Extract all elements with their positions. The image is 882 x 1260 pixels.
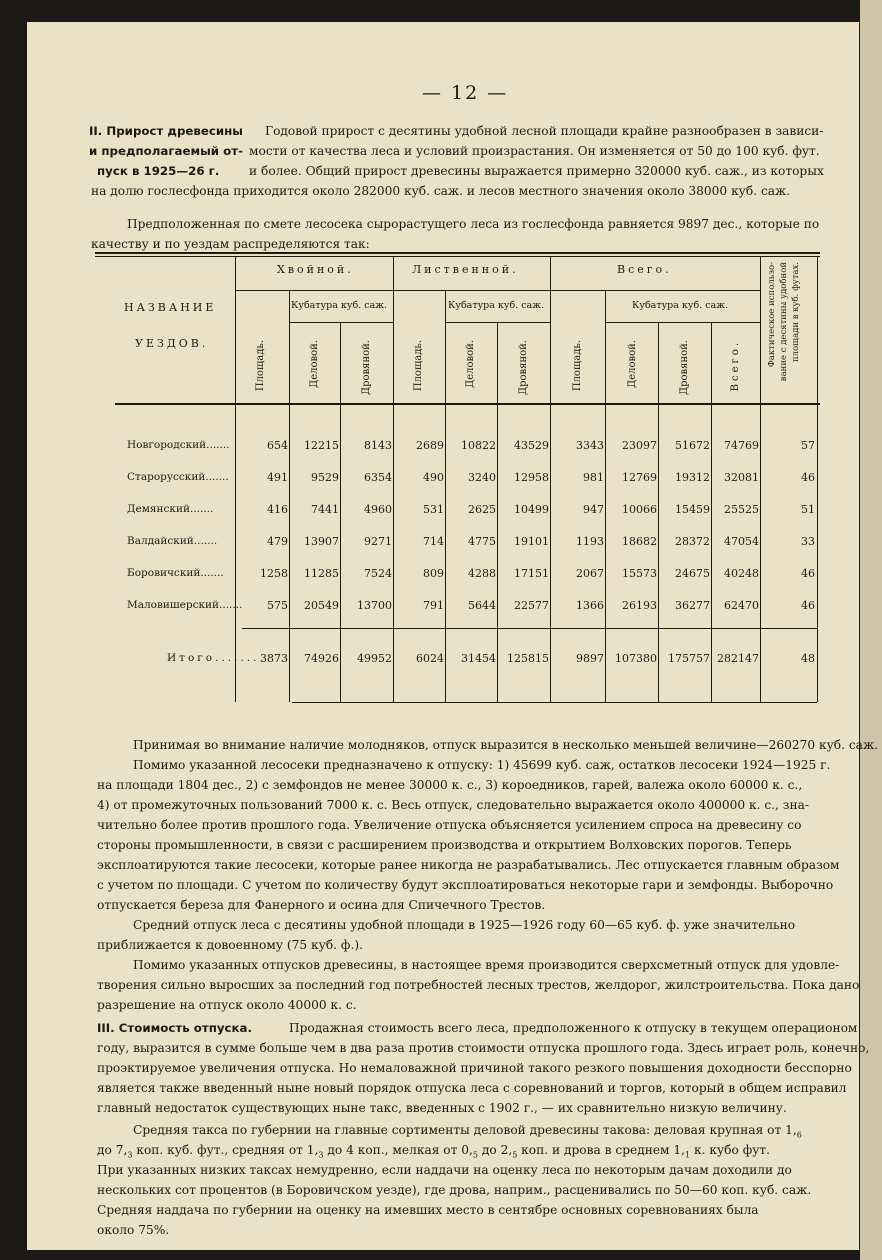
page-spine <box>860 0 882 1260</box>
table-cell: 981 <box>583 471 604 484</box>
table-cell: 10822 <box>461 439 496 452</box>
section3-line: проэктируемое увеличения отпуска. Но немаловажной причиной такого резкого повышения доходности бесспорно <box>97 1061 852 1075</box>
table-cell: 12958 <box>514 471 549 484</box>
section2-text-line4: на долю гослесфонда приходится около 282000 куб. саж. и лесов местного значения около 38000 куб. саж. <box>91 184 791 198</box>
row-name: Новгородский....... <box>127 439 230 451</box>
body-line: с учетом по площади. С учетом по количеству будут эксплоатироваться некоторые гари и земфонды. Выборочно <box>97 878 834 892</box>
body-line: творения сильно выросших за последний год потребностей лесных трестов, желдорог, жилстроительства. Пока дано <box>97 978 860 992</box>
table-cell: 13700 <box>357 599 392 612</box>
col-vsego-total: Всего. <box>730 340 741 392</box>
tax-line: около 75%. <box>97 1223 170 1237</box>
table-cell: 32081 <box>724 471 759 484</box>
row-name: Валдайский....... <box>127 535 218 547</box>
group-header-deciduous: Лиственной. <box>412 263 519 276</box>
table-cell: 531 <box>423 503 444 516</box>
table-cell: 4775 <box>468 535 496 548</box>
col-area-total: Площадь. <box>572 340 583 392</box>
table-cell: 33 <box>801 535 815 548</box>
body-line: 4) от промежуточных пользований 7000 к. с. Весь отпуск, следовательно выражается около 400000 к. с., зна- <box>97 798 809 812</box>
col-drovyanoy-total: Дровяной. <box>679 340 690 396</box>
group-header-total: Всего. <box>617 263 672 276</box>
table-cell: 2689 <box>416 439 444 452</box>
table-cell: 28372 <box>675 535 710 548</box>
table-cell: 490 <box>423 471 444 484</box>
body-line: приближается к довоенному (75 куб. ф.). <box>97 938 363 952</box>
row-name: Боровичский....... <box>127 567 224 579</box>
section3-line: является также введенный ныне новый порядок отпуска леса с соревнований и торгов, который в общем исправил <box>97 1081 847 1095</box>
group-header-conifer: Хвойной. <box>277 263 354 276</box>
section2-heading-line1: II. Прирост древесины <box>89 124 243 138</box>
body-line: Принимая во внимание наличие молодняков, отпуск выразится в несколько меньшей величине—260270 куб. саж. <box>133 738 879 752</box>
body-line: разрешение на отпуск около 40000 к. с. <box>97 998 357 1012</box>
table-cell: 5644 <box>468 599 496 612</box>
table-cell: 3873 <box>260 652 288 665</box>
table-cell: 1193 <box>576 535 604 548</box>
table-cell: 9529 <box>311 471 339 484</box>
total-row-name: Итого....... <box>167 652 260 664</box>
table-cell: 7524 <box>364 567 392 580</box>
table-cell: 46 <box>801 567 815 580</box>
table-cell: 10499 <box>514 503 549 516</box>
table-cell: 46 <box>801 599 815 612</box>
row-name: Демянский....... <box>127 503 214 515</box>
col-area-conifer: Площадь. <box>255 340 266 392</box>
table-cell: 36277 <box>675 599 710 612</box>
section3-line: Продажная стоимость всего леса, предположенного к отпуску в текущем операционом <box>289 1021 858 1035</box>
table-cell: 11285 <box>304 567 339 580</box>
body-line: чительно более против прошлого года. Увеличение отпуска объясняется усилением спроса на древесину со <box>97 818 802 832</box>
body-line: стороны промышленности, в связи с расширением производства и открытием Волховских порогов. Теперь <box>97 838 792 852</box>
table-cell: 3343 <box>576 439 604 452</box>
table-cell: 1366 <box>576 599 604 612</box>
table-cell: 57 <box>801 439 815 452</box>
row-name: Старорусский....... <box>127 471 229 483</box>
col-area-deciduous: Площадь. <box>413 340 424 392</box>
section3-line: главный недостаток существующих ныне такс, введенных с 1902 г., — их сравнительно низкую величину. <box>97 1101 787 1115</box>
table-cell: 46 <box>801 471 815 484</box>
tax-line: Средняя наддача по губернии на оценку на имевших место в сентябре основных соревнованиях была <box>97 1203 759 1217</box>
table-cell: 416 <box>267 503 288 516</box>
body-line: Помимо указанной лесосеки предназначено к отпуску: 1) 45699 куб. саж, остатков лесосеки 1924—1925 г. <box>133 758 831 772</box>
table-cell: 23097 <box>622 439 657 452</box>
section2-text-line2: мости от качества леса и условий произрастания. Он изменяется от 50 до 100 куб. фут. <box>249 144 820 158</box>
tax-line: нескольких сот процентов (в Боровичском уезде), где дрова, наприм., расценивались по 50—60 коп. куб. саж. <box>97 1183 812 1197</box>
table-cell: 947 <box>583 503 604 516</box>
table-cell: 3240 <box>468 471 496 484</box>
table-cell: 51672 <box>675 439 710 452</box>
table-cell: 575 <box>267 599 288 612</box>
body-line: Средний отпуск леса с десятины удобной площади в 1925—1926 году 60—65 куб. ф. уже значительно <box>133 918 796 932</box>
table-cell: 2625 <box>468 503 496 516</box>
row-name: Маловишерский....... <box>127 599 243 611</box>
table-cell: 4288 <box>468 567 496 580</box>
table-cell: 51 <box>801 503 815 516</box>
body-line: эксплоатируются такие лесосеки, которые ранее никогда не разрабатывались. Лес отпускается главным образом <box>97 858 840 872</box>
table-cell: 43529 <box>514 439 549 452</box>
table-cell: 49952 <box>357 652 392 665</box>
section2-para2-line1: Предположенная по смете лесосека сырорастущего леса из гослесфонда равняется 9897 дес., которые по <box>127 217 820 231</box>
last-col-line2: вание с десятины удобной <box>779 262 789 382</box>
section2-text-line3: и более. Общий прирост древесины выражается примерно 320000 куб. саж., из которых <box>249 164 824 178</box>
table-cell: 26193 <box>622 599 657 612</box>
table-cell: 19101 <box>514 535 549 548</box>
section2-text-line1: Годовой прирост с десятины удобной лесной площади крайне разнообразен в зависи- <box>265 124 824 138</box>
name-header-line1: НАЗВАНИЕ <box>124 301 217 314</box>
table-cell: 107380 <box>615 652 657 665</box>
table-cell: 125815 <box>507 652 549 665</box>
table-cell: 15459 <box>675 503 710 516</box>
kub-header-deciduous: Кубатура куб. саж. <box>448 300 544 311</box>
table-cell: 9271 <box>364 535 392 548</box>
table-cell: 13907 <box>304 535 339 548</box>
tax-line: При указанных низких таксах немудренно, если наддачи на оценку леса по некоторым дачам доходили до <box>97 1163 792 1177</box>
table-cell: 2067 <box>576 567 604 580</box>
last-col-line1: Фактическое использо- <box>767 262 777 368</box>
table-cell: 175757 <box>668 652 710 665</box>
table-cell: 282147 <box>717 652 759 665</box>
table-cell: 714 <box>423 535 444 548</box>
table-cell: 8143 <box>364 439 392 452</box>
table-cell: 491 <box>267 471 288 484</box>
kub-header-conifer: Кубатура куб. саж. <box>291 300 387 311</box>
table-cell: 7441 <box>311 503 339 516</box>
page-number: — 12 — <box>422 82 509 104</box>
table-cell: 17151 <box>514 567 549 580</box>
table-cell: 809 <box>423 567 444 580</box>
table-cell: 62470 <box>724 599 759 612</box>
tax-line2: до $7,_3$ коп. куб. фут., средняя от $1,_3$ до 4 коп., мелкая от $0,_5$ до $2,_5$ коп. и дрова в среднем $1,_1$ к. кубо фут. <box>97 1143 771 1160</box>
document-page <box>27 22 879 1250</box>
section3-heading: III. Стоимость отпуска. <box>97 1021 252 1035</box>
body-line: отпускается береза для Фанерного и осина для Спичечного Трестов. <box>97 898 546 912</box>
table-cell: 479 <box>267 535 288 548</box>
table-cell: 40248 <box>724 567 759 580</box>
name-header-line2: УЕЗДОВ. <box>135 337 209 350</box>
body-line: на площади 1804 дес., 2) с земфондов не менее 30000 к. с., 3) короедников, гарей, валежа около 60000 к. с., <box>97 778 803 792</box>
table-cell: 654 <box>267 439 288 452</box>
table-cell: 1258 <box>260 567 288 580</box>
col-delovoy-conifer: Деловой. <box>309 340 320 388</box>
table-cell: 9897 <box>576 652 604 665</box>
table-cell: 791 <box>423 599 444 612</box>
table-cell: 20549 <box>304 599 339 612</box>
table-cell: 48 <box>801 652 815 665</box>
table-cell: 19312 <box>675 471 710 484</box>
table-cell: 74926 <box>304 652 339 665</box>
col-delovoy-total: Деловой. <box>627 340 638 388</box>
table-cell: 47054 <box>724 535 759 548</box>
col-drovyanoy-conifer: Дровяной. <box>361 340 372 396</box>
col-delovoy-deciduous: Деловой. <box>465 340 476 388</box>
table-cell: 12215 <box>304 439 339 452</box>
table-cell: 4960 <box>364 503 392 516</box>
table-cell: 74769 <box>724 439 759 452</box>
table-cell: 18682 <box>622 535 657 548</box>
table-cell: 12769 <box>622 471 657 484</box>
table-cell: 24675 <box>675 567 710 580</box>
section2-heading-line3: пуск в 1925—26 г. <box>97 164 220 178</box>
table-cell: 6354 <box>364 471 392 484</box>
kub-header-total: Кубатура куб. саж. <box>632 300 728 311</box>
tax-line1: Средняя такса по губернии на главные сортименты деловой древесины такова: деловая крупная от $1,_6$ <box>133 1123 802 1140</box>
table-cell: 10066 <box>622 503 657 516</box>
section2-heading-line2: и предполагаемый от- <box>89 144 243 158</box>
body-line: Помимо указанных отпусков древесины, в настоящее время производится сверхсметный отпуск для удовле- <box>133 958 840 972</box>
last-col-line3: площади в куб. футах. <box>791 262 801 362</box>
col-drovyanoy-deciduous: Дровяной. <box>518 340 529 396</box>
table-cell: 31454 <box>461 652 496 665</box>
table-cell: 6024 <box>416 652 444 665</box>
table-cell: 22577 <box>514 599 549 612</box>
table-cell: 15573 <box>622 567 657 580</box>
section3-line: году, выразится в сумме больше чем в два раза против стоимости отпуска прошлого года. Здесь играет роль, конечно, <box>97 1041 870 1055</box>
section2-para2-line2: качеству и по уездам распределяются так: <box>91 237 370 251</box>
table-cell: 25525 <box>724 503 759 516</box>
